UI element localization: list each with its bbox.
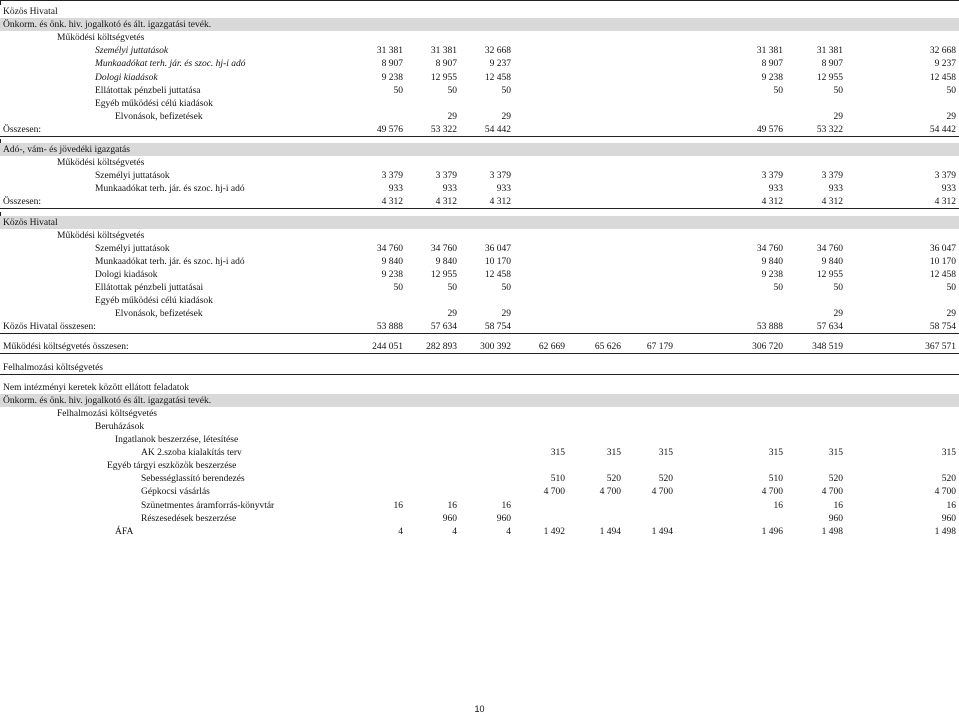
amount-cell: 315 (606, 448, 621, 459)
table-row (0, 268, 959, 281)
row-label: Egyéb működési célú kiadások (95, 296, 213, 307)
amount-cell: 53 322 (816, 124, 843, 135)
total-row (0, 320, 959, 334)
amount-cell: 36 047 (929, 243, 956, 254)
row-label: Ingatlanok beszerzése, létesítése (115, 435, 239, 445)
row-label: Személyi juttatások (95, 171, 170, 182)
table-row (0, 472, 959, 485)
amount-cell: 32 668 (929, 46, 956, 57)
amount-cell: 31 381 (816, 46, 843, 57)
amount-cell: 8 907 (435, 59, 457, 70)
amount-cell: 34 760 (430, 243, 457, 254)
amount-cell: 54 442 (929, 124, 956, 135)
table-row (0, 255, 959, 268)
amount-cell: 4 (398, 526, 403, 537)
table-row (0, 97, 959, 110)
section-row (0, 156, 959, 169)
amount-cell: 960 (941, 513, 956, 524)
row-label: Ellátottak pénzbeli juttatásai (95, 283, 204, 293)
table-row (0, 294, 959, 307)
table-row (0, 512, 959, 525)
amount-cell: 306 720 (752, 342, 783, 353)
amount-cell: 282 893 (426, 342, 457, 353)
amount-cell: 9 237 (489, 59, 511, 70)
section-row (0, 459, 959, 472)
amount-cell: 4 312 (934, 197, 956, 208)
amount-cell: 3 379 (435, 171, 457, 182)
section-row (0, 31, 959, 44)
amount-cell: 1 498 (934, 526, 956, 537)
amount-cell: 50 (501, 283, 511, 293)
section-row (0, 143, 959, 156)
row-label: Működési költségvetés (57, 158, 145, 169)
amount-cell: 57 634 (430, 322, 457, 333)
amount-cell: 4 (506, 526, 511, 537)
amount-cell: 29 (833, 111, 843, 122)
amount-cell: 50 (501, 85, 511, 96)
section-row (0, 394, 959, 407)
amount-cell: 65 626 (594, 342, 621, 353)
section-row (0, 229, 959, 242)
amount-cell: 53 322 (430, 124, 457, 135)
table-row (0, 44, 959, 57)
row-label: ÁFA (115, 526, 134, 537)
row-label: AK 2.szoba kialakítás terv (141, 448, 242, 459)
amount-cell: 16 (447, 500, 457, 511)
amount-cell: 36 047 (484, 243, 511, 254)
row-label: Részesedések beszerzése (141, 513, 237, 524)
amount-cell: 4 312 (761, 197, 783, 208)
amount-cell: 933 (828, 184, 843, 195)
row-label: Beruházások (95, 421, 145, 432)
amount-cell: 9 840 (761, 256, 783, 267)
total-label: Összesen: (3, 124, 41, 135)
table-row (0, 71, 959, 84)
amount-cell: 1 492 (543, 526, 565, 537)
amount-cell: 1 494 (651, 526, 673, 537)
table-row (0, 57, 959, 70)
amount-cell: 29 (501, 111, 511, 122)
row-label: Munkaadókat terh. jár. és szoc. hj-i adó (95, 184, 245, 195)
amount-cell: 520 (606, 474, 621, 485)
row-label: Közös Hivatal (3, 217, 58, 228)
amount-cell: 4 312 (489, 197, 511, 208)
row-label: Szünetmentes áramforrás-könyvtár (141, 500, 275, 511)
amount-cell: 54 442 (484, 124, 511, 135)
amount-cell: 58 754 (929, 322, 956, 333)
row-label: Munkaadókat terh. jár. és szoc. hj-i adó (95, 256, 245, 267)
amount-cell: 933 (442, 184, 457, 195)
amount-cell: 32 668 (484, 46, 511, 57)
total-label: Közös Hivatal összesen: (3, 322, 96, 333)
amount-cell: 315 (550, 448, 565, 459)
amount-cell: 50 (946, 283, 956, 293)
row-label: Közös Hivatal (3, 7, 58, 17)
amount-cell: 4 312 (821, 197, 843, 208)
table-row (0, 182, 959, 195)
amount-cell: 57 634 (816, 322, 843, 333)
amount-cell: 4 700 (761, 487, 783, 498)
table-row (0, 307, 959, 320)
amount-cell: 315 (941, 448, 956, 459)
amount-cell: 510 (550, 474, 565, 485)
row-label: Személyi juttatások (95, 243, 170, 254)
amount-cell: 49 576 (756, 124, 783, 135)
amount-cell: 4 312 (435, 197, 457, 208)
amount-cell: 8 907 (821, 59, 843, 70)
row-label: Munkaadókat terh. jár. és szoc. hj-i adó (95, 59, 246, 70)
amount-cell: 9 840 (381, 256, 403, 267)
amount-cell: 3 379 (761, 171, 783, 182)
amount-cell: 9 238 (761, 269, 783, 280)
amount-cell: 520 (941, 474, 956, 485)
amount-cell: 315 (658, 448, 673, 459)
amount-cell: 50 (833, 85, 843, 96)
amount-cell: 16 (946, 500, 956, 511)
amount-cell: 12 955 (816, 269, 843, 280)
section-row (0, 361, 959, 375)
amount-cell: 933 (388, 184, 403, 195)
amount-cell: 29 (946, 309, 956, 320)
amount-cell: 315 (768, 448, 783, 459)
row-label: Működési költségvetés (57, 230, 145, 241)
amount-cell: 50 (946, 85, 956, 96)
row-label: Dologi kiadások (95, 269, 158, 280)
table-row (0, 84, 959, 97)
amount-cell: 9 237 (934, 59, 956, 70)
amount-cell: 53 888 (376, 322, 403, 333)
amount-cell: 933 (768, 184, 783, 195)
amount-cell: 8 907 (761, 59, 783, 70)
amount-cell: 34 760 (376, 243, 403, 254)
total-row (0, 123, 959, 137)
amount-cell: 29 (447, 111, 457, 122)
row-label: Elvonások, befizetések (115, 111, 203, 122)
amount-cell: 29 (447, 309, 457, 320)
amount-cell: 960 (496, 513, 511, 524)
table-row (0, 525, 959, 538)
amount-cell: 34 760 (816, 243, 843, 254)
row-label: Adó-, vám- és jövedéki igazgatás (3, 145, 130, 155)
amount-cell: 348 519 (812, 342, 843, 353)
amount-cell: 50 (773, 85, 783, 96)
amount-cell: 960 (828, 513, 843, 524)
row-label: Személyi juttatások (95, 46, 169, 57)
amount-cell: 12 955 (816, 72, 843, 83)
section-row (0, 407, 959, 420)
amount-cell: 3 379 (381, 171, 403, 182)
page-number: 10 (474, 704, 485, 714)
amount-cell: 62 669 (538, 342, 565, 353)
table-row (0, 446, 959, 459)
amount-cell: 960 (442, 513, 457, 524)
block-divider (0, 139, 1, 143)
amount-cell: 9 840 (821, 256, 843, 267)
amount-cell: 9 238 (761, 72, 783, 83)
table-row (0, 485, 959, 498)
block-divider (0, 1, 1, 5)
section-row (0, 420, 959, 433)
amount-cell: 3 379 (821, 171, 843, 182)
amount-cell: 29 (833, 309, 843, 320)
amount-cell: 520 (828, 474, 843, 485)
row-label: Gépkocsi vásárlás (141, 487, 210, 498)
amount-cell: 16 (833, 500, 843, 511)
row-label: Felhalmozási költségvetés (57, 408, 157, 419)
amount-cell: 31 381 (756, 46, 783, 57)
amount-cell: 49 576 (376, 124, 403, 135)
total-row (0, 195, 959, 209)
amount-cell: 244 051 (372, 342, 403, 353)
amount-cell: 50 (447, 85, 457, 96)
table-row (0, 499, 959, 512)
row-label: Dologi kiadások (95, 72, 158, 83)
amount-cell: 4 700 (934, 487, 956, 498)
amount-cell: 520 (658, 474, 673, 485)
table-top-border (0, 0, 959, 1)
row-label: Önkorm. és önk. hiv. jogalkotó és ált. igazgatási tevék. (3, 20, 212, 31)
amount-cell: 367 571 (925, 342, 956, 353)
amount-cell: 31 381 (430, 46, 457, 57)
amount-cell: 3 379 (489, 171, 511, 182)
section-row (0, 216, 959, 229)
amount-cell: 4 700 (651, 487, 673, 498)
amount-cell: 9 238 (381, 72, 403, 83)
amount-cell: 4 700 (599, 487, 621, 498)
row-label: Egyéb tárgyi eszközök beszerzése (107, 461, 237, 472)
amount-cell: 50 (393, 85, 403, 96)
amount-cell: 300 392 (480, 342, 511, 353)
amount-cell: 16 (773, 500, 783, 511)
row-label: Felhalmozási költségvetés (3, 362, 103, 373)
row-label: Ellátottak pénzbeli juttatása (95, 85, 201, 96)
amount-cell: 12 458 (929, 269, 956, 280)
amount-cell: 510 (768, 474, 783, 485)
amount-cell: 10 170 (929, 256, 956, 267)
amount-cell: 31 381 (376, 46, 403, 57)
amount-cell: 12 458 (484, 269, 511, 280)
amount-cell: 9 238 (381, 269, 403, 280)
amount-cell: 4 700 (821, 487, 843, 498)
amount-cell: 12 458 (484, 72, 511, 83)
row-label: Elvonások, befizetések (115, 309, 203, 320)
total-row (0, 340, 959, 354)
row-label: Nem intézményi keretek között ellátott feladatok (3, 382, 189, 393)
amount-cell: 9 840 (435, 256, 457, 267)
amount-cell: 3 379 (934, 171, 956, 182)
table-row (0, 169, 959, 182)
amount-cell: 29 (946, 111, 956, 122)
amount-cell: 1 494 (599, 526, 621, 537)
amount-cell: 1 496 (761, 526, 783, 537)
amount-cell: 4 (452, 526, 457, 537)
section-row (0, 381, 959, 395)
table-row (0, 242, 959, 255)
table-row (0, 281, 959, 294)
amount-cell: 67 179 (646, 342, 673, 353)
amount-cell: 16 (501, 500, 511, 511)
row-label: Önkorm. és önk. hiv. jogalkotó és ált. igazgatási tevék. (3, 395, 212, 406)
total-label: Működési költségvetés összesen: (3, 342, 129, 353)
amount-cell: 53 888 (756, 322, 783, 333)
section-row (0, 433, 959, 446)
amount-cell: 34 760 (756, 243, 783, 254)
block-divider (0, 212, 1, 216)
section-row (0, 5, 959, 18)
amount-cell: 12 955 (430, 269, 457, 280)
amount-cell: 16 (393, 500, 403, 511)
total-label: Összesen: (3, 197, 41, 208)
amount-cell: 4 700 (543, 487, 565, 498)
amount-cell: 933 (496, 184, 511, 195)
amount-cell: 58 754 (484, 322, 511, 333)
amount-cell: 4 312 (381, 197, 403, 208)
section-row (0, 18, 959, 31)
amount-cell: 12 955 (430, 72, 457, 83)
row-label: Működési költségvetés (57, 33, 145, 44)
row-label: Egyéb működési célú kiadások (95, 98, 213, 109)
amount-cell: 50 (393, 283, 403, 293)
amount-cell: 50 (773, 283, 783, 293)
amount-cell: 933 (941, 184, 956, 195)
table-row (0, 110, 959, 123)
amount-cell: 315 (828, 448, 843, 459)
amount-cell: 1 498 (821, 526, 843, 537)
amount-cell: 8 907 (381, 59, 403, 70)
amount-cell: 50 (447, 283, 457, 293)
amount-cell: 29 (501, 309, 511, 320)
row-label: Sebességlassító berendezés (141, 474, 245, 485)
amount-cell: 10 170 (484, 256, 511, 267)
amount-cell: 12 458 (929, 72, 956, 83)
amount-cell: 50 (833, 283, 843, 293)
